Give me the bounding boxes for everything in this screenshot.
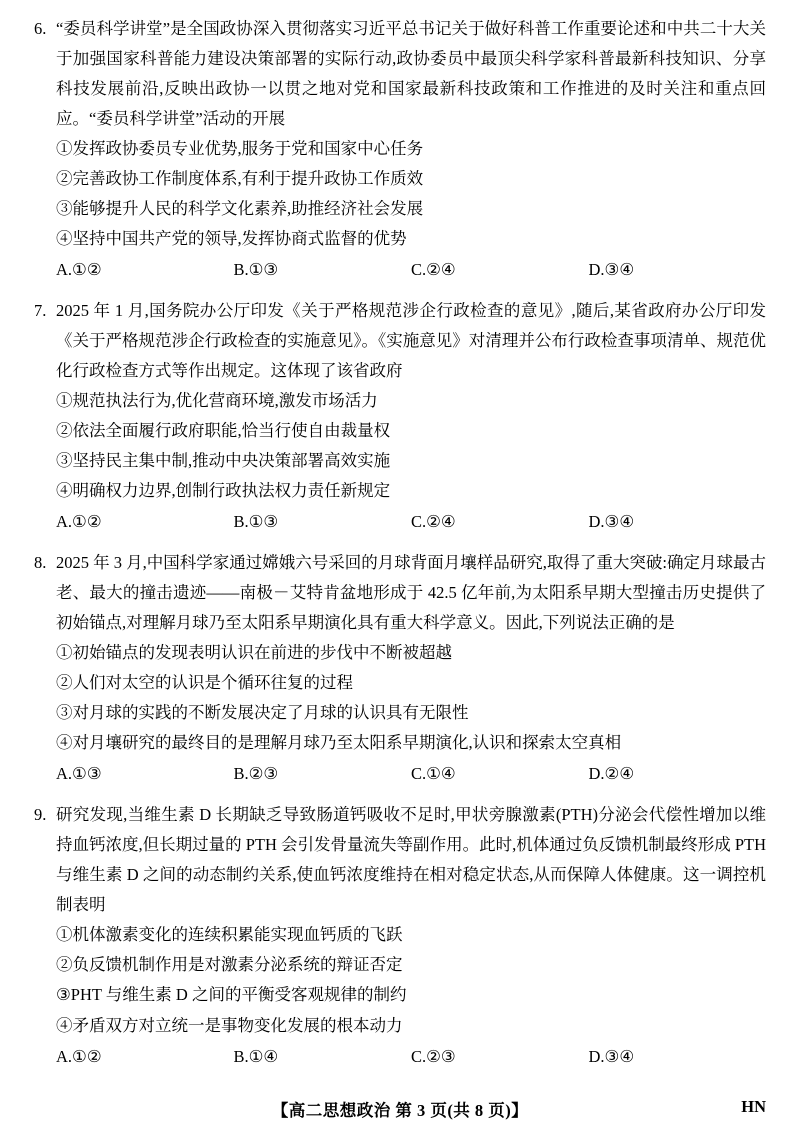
question-8 <box>34 548 766 789</box>
question-6-option-a[interactable]: A.①② <box>56 260 102 280</box>
question-9-option-a[interactable]: A.①② <box>56 1046 102 1066</box>
question-7-options <box>34 507 766 537</box>
question-7-item-3: ③坚持民主集中制,推动中央决策部署高效实施 <box>56 451 391 471</box>
question-6-option-b[interactable]: B.①③ <box>233 260 279 280</box>
question-8-option-c[interactable]: C.①④ <box>411 764 456 784</box>
question-6-option-c[interactable]: C.②④ <box>411 260 456 280</box>
question-6-number: 6. <box>34 19 47 38</box>
question-6 <box>34 14 766 285</box>
question-9-item-3: ③PHT 与维生素 D 之间的平衡受客观规律的制约 <box>56 985 407 1005</box>
question-9-stem <box>34 800 766 920</box>
question-8-stem <box>34 548 766 638</box>
question-7-item-4: ④明确权力边界,创制行政执法权力责任新规定 <box>56 481 391 501</box>
question-6-item-4: ④坚持中国共产党的领导,发挥协商式监督的优势 <box>56 229 407 249</box>
footer-page-label: 【高二思想政治 第 3 页(共 8 页)】 <box>271 1101 529 1120</box>
question-9-option-d[interactable]: D.③④ <box>588 1046 635 1066</box>
question-6-option-d[interactable]: D.③④ <box>588 260 635 280</box>
question-7-option-a[interactable]: A.①② <box>56 512 102 532</box>
question-6-options <box>34 255 766 285</box>
question-9-number: 9. <box>34 805 47 825</box>
question-7-option-d[interactable]: D.③④ <box>588 512 635 532</box>
question-6-item-3: ③能够提升人民的科学文化素养,助推经济社会发展 <box>56 199 424 219</box>
question-6-item-1: ①发挥政协委员专业优势,服务于党和国家中心任务 <box>56 139 424 159</box>
question-8-option-b[interactable]: B.②③ <box>233 764 279 784</box>
page-footer <box>0 1097 800 1123</box>
question-9-stem-text: 研究发现,当维生素 D 长期缺乏导致肠道钙吸收不足时,甲状旁腺激素(PTH)分泌会代偿性增加以维持血钙浓度,但长期过量的 PTH 会引发骨量流失等副作用。此时,机体通过负反馈机制最终形成 PTH 与维生素 D 之间的动态制约关系,使血钙浓度维持在相对稳定状态,从而保障人体健康。这一调控机制表明 <box>56 805 766 915</box>
question-8-item-3: ③对月球的实践的不断发展决定了月球的认识具有无限性 <box>56 703 469 723</box>
question-6-item-2: ②完善政协工作制度体系,有利于提升政协工作质效 <box>56 169 424 189</box>
question-7 <box>34 296 766 537</box>
question-8-option-d[interactable]: D.②④ <box>588 764 635 784</box>
question-7-option-c[interactable]: C.②④ <box>411 512 456 532</box>
question-8-item-1: ①初始锚点的发现表明认识在前进的步伐中不断被超越 <box>56 643 452 663</box>
question-8-item-2: ②人们对太空的认识是个循环往复的过程 <box>56 673 353 693</box>
question-7-number: 7. <box>34 301 47 321</box>
question-6-stem <box>34 14 766 134</box>
question-6-stem-text: “委员科学讲堂”是全国政协深入贯彻落实习近平总书记关于做好科普工作重要论述和中共二十大关于加强国家科普能力建设决策部署的实际行动,政协委员中最顶尖科学家科普最新科技知识、分享科技发展前沿,反映出政协一以贯之地对党和国家最新科技政策和工作推进的及时关注和重点回应。“委员科学讲堂”活动的开展 <box>56 19 766 129</box>
question-9-options <box>34 1042 766 1072</box>
question-8-options <box>34 759 766 789</box>
question-7-item-1: ①规范执法行为,优化营商环境,激发市场活力 <box>56 391 378 411</box>
question-9-item-2: ②负反馈机制作用是对激素分泌系统的辩证否定 <box>56 955 403 975</box>
footer-region-code: HN <box>741 1097 766 1116</box>
question-9-item-1: ①机体激素变化的连续积累能实现血钙质的飞跃 <box>56 925 403 945</box>
question-8-stem-text: 2025 年 3 月,中国科学家通过嫦娥六号采回的月球背面月壤样品研究,取得了重大突破:确定月球最古老、最大的撞击遗迹——南极－艾特肯盆地形成于 42.5 亿年前,为太阳系早期大型撞击历史提供了初始锚点,对理解月球乃至太阳系早期演化具有重大科学意义。因此,下列说法正确的是 <box>56 553 766 633</box>
question-8-option-a[interactable]: A.①③ <box>56 764 102 784</box>
question-8-number: 8. <box>34 553 47 573</box>
question-9-item-4: ④矛盾双方对立统一是事物变化发展的根本动力 <box>56 1015 403 1035</box>
question-7-stem <box>34 296 766 386</box>
question-9 <box>34 800 766 1071</box>
question-7-item-2: ②依法全面履行政府职能,恰当行使自由裁量权 <box>56 421 391 441</box>
question-8-item-4: ④对月壤研究的最终目的是理解月球乃至太阳系早期演化,认识和探索太空真相 <box>56 733 622 753</box>
question-9-option-c[interactable]: C.②③ <box>411 1046 456 1066</box>
question-7-option-b[interactable]: B.①③ <box>233 512 279 532</box>
question-9-option-b[interactable]: B.①④ <box>233 1046 279 1066</box>
question-7-stem-text: 2025 年 1 月,国务院办公厅印发《关于严格规范涉企行政检查的意见》,随后,某省政府办公厅印发《关于严格规范涉企行政检查的实施意见》。《实施意见》对清理并公布行政检查事项清单、规范优化行政检查方式等作出规定。这体现了该省政府 <box>56 301 766 381</box>
